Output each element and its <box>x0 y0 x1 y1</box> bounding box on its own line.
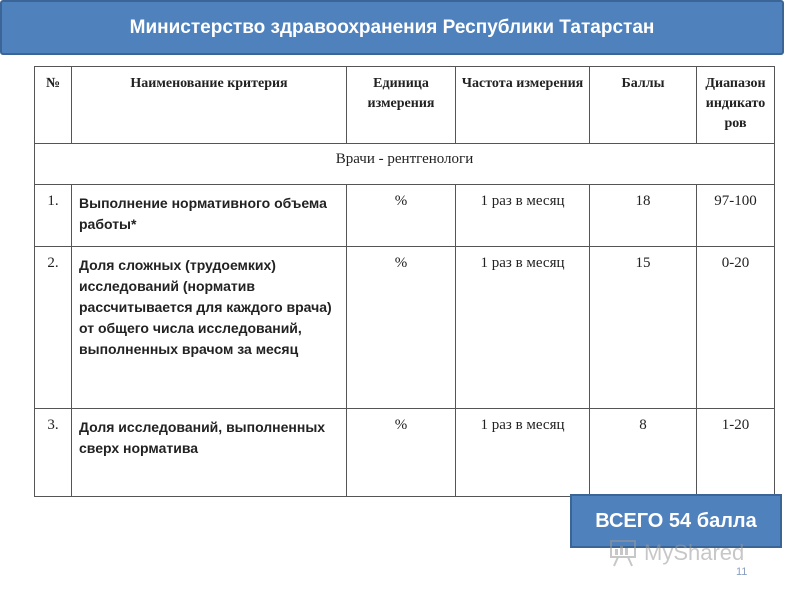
page-number: 11 <box>736 566 748 578</box>
watermark-text: MyShared <box>644 540 745 565</box>
unit-cell: % <box>347 185 456 247</box>
table-row <box>35 409 775 497</box>
group-label: Врачи - рентгенологи <box>35 144 775 185</box>
slide-header <box>0 0 784 55</box>
range-cell: 0-20 <box>697 247 775 409</box>
column-header-points: Баллы <box>590 67 697 144</box>
table-row <box>35 247 775 409</box>
criterion-name: Доля исследований, выполненных сверх норматива <box>72 409 347 497</box>
frequency-cell: 1 раз в месяц <box>456 247 590 409</box>
column-header-frequency: Частота измерения <box>456 67 590 144</box>
column-header-number: № <box>35 67 72 144</box>
criteria-table <box>34 66 775 497</box>
table-header-row <box>35 67 775 144</box>
row-number: 3. <box>35 409 72 497</box>
column-header-unit: Единица измерения <box>347 67 456 144</box>
unit-cell: % <box>347 409 456 497</box>
frequency-cell: 1 раз в месяц <box>456 409 590 497</box>
points-cell: 18 <box>590 185 697 247</box>
watermark <box>608 538 744 568</box>
criterion-name: Выполнение нормативного объема работы* <box>72 185 347 247</box>
row-number: 2. <box>35 247 72 409</box>
presentation-board-icon <box>608 538 638 568</box>
table-group-row <box>35 144 775 185</box>
column-header-criterion: Наименование критерия <box>72 67 347 144</box>
table-row <box>35 185 775 247</box>
range-cell: 1-20 <box>697 409 775 497</box>
unit-cell: % <box>347 247 456 409</box>
total-score-label: ВСЕГО 54 балла <box>595 509 757 532</box>
column-header-range: Диапазон индикато ров <box>697 67 775 144</box>
range-cell: 97-100 <box>697 185 775 247</box>
slide-title: Министерство здравоохранения Республики Татарстан <box>129 16 655 38</box>
criterion-name: Доля сложных (трудоемких) исследований (норматив рассчитывается для каждого врача) от общего числа исследований, выполненных врачом за месяц <box>72 247 347 409</box>
points-cell: 15 <box>590 247 697 409</box>
row-number: 1. <box>35 185 72 247</box>
frequency-cell: 1 раз в месяц <box>456 185 590 247</box>
points-cell: 8 <box>590 409 697 497</box>
